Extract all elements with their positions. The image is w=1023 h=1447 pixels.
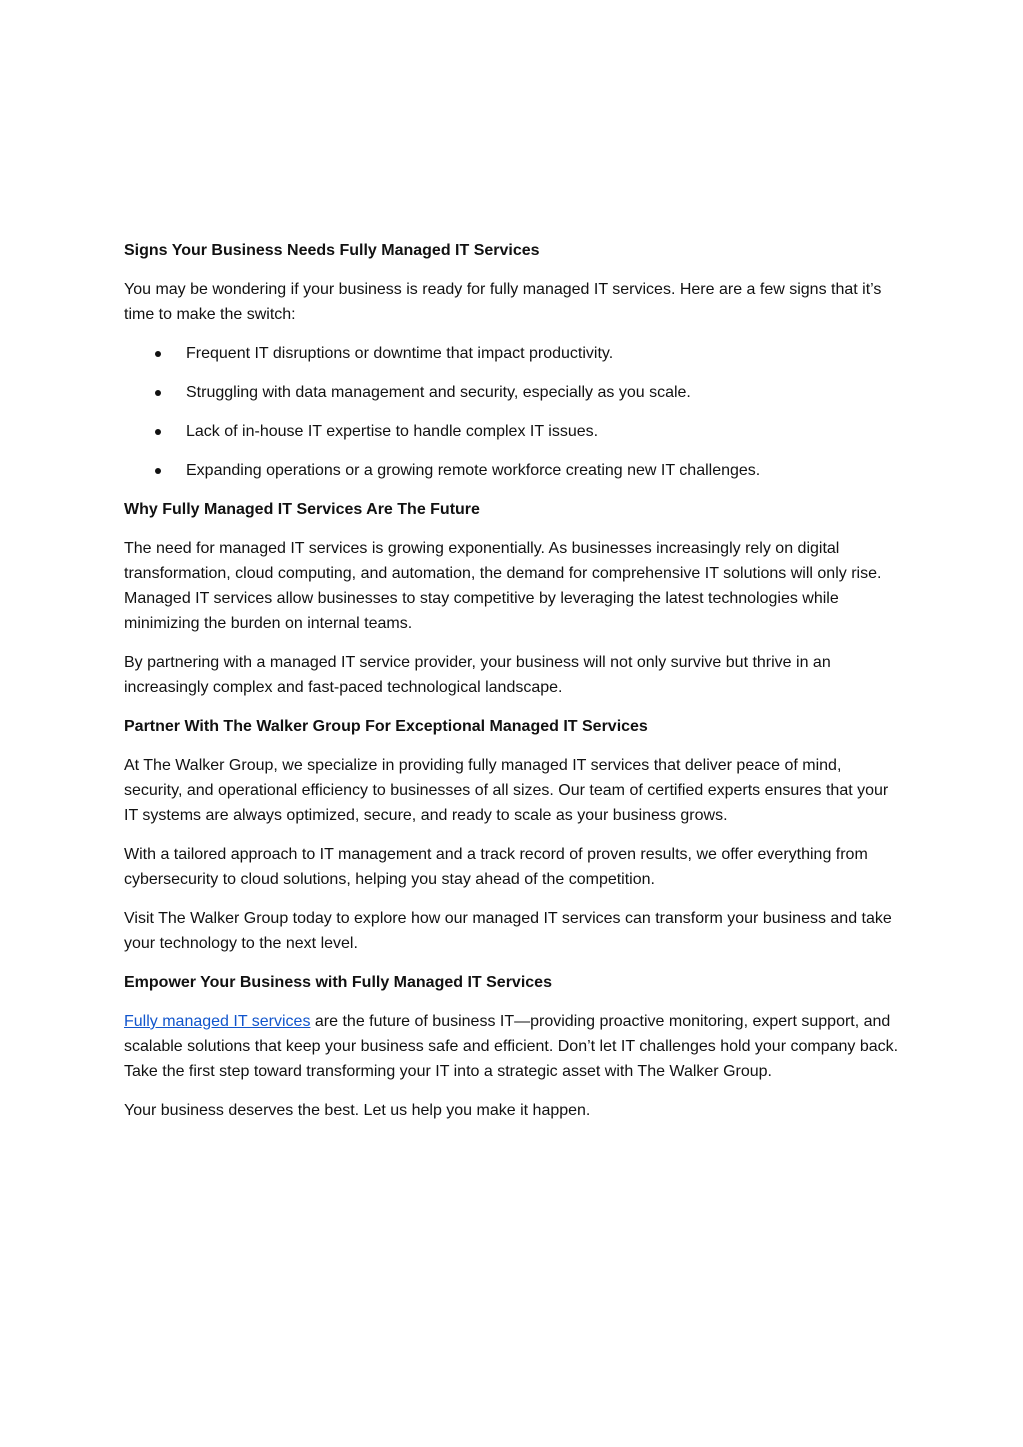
future-paragraph-1: The need for managed IT services is growing exponentially. As businesses increasingly rely on digital transformation, cloud computing, and automation, the demand for comprehensive IT solutions will only rise. Managed IT services allow businesses to stay competitive by leveraging the latest technologies while minimizing the burden on internal teams. xyxy=(124,540,882,632)
section-heading-signs: Signs Your Business Needs Fully Managed IT Services xyxy=(124,242,540,259)
list-item xyxy=(124,341,904,366)
empower-paragraph-text: are the future of business IT—providing proactive monitoring, expert support, and scalable solutions that keep your business safe and efficient. Don’t let IT challenges hold your company back. Take the first step toward transforming your IT into a strategic asset with The Walker Group. xyxy=(124,1013,899,1080)
list-item-text: Struggling with data management and security, especially as you scale. xyxy=(186,384,691,401)
signs-list xyxy=(124,341,904,483)
future-paragraph-2: By partnering with a managed IT service provider, your business will not only survive but thrive in an increasingly complex and fast-paced technological landscape. xyxy=(124,654,831,696)
document-page xyxy=(124,238,904,1137)
list-item xyxy=(124,419,904,444)
list-item-text: Frequent IT disruptions or downtime that impact productivity. xyxy=(186,345,614,362)
section-heading-future: Why Fully Managed IT Services Are The Future xyxy=(124,501,480,518)
list-item xyxy=(124,380,904,405)
list-item xyxy=(124,458,904,483)
intro-paragraph: You may be wondering if your business is ready for fully managed IT services. Here are a few signs that it’s time to make the switch: xyxy=(124,281,882,323)
closing-paragraph: Your business deserves the best. Let us help you make it happen. xyxy=(124,1102,591,1119)
section-heading-partner: Partner With The Walker Group For Exceptional Managed IT Services xyxy=(124,718,648,735)
bullet-icon xyxy=(155,468,161,474)
section-heading-empower: Empower Your Business with Fully Managed IT Services xyxy=(124,974,552,991)
empower-paragraph xyxy=(124,1009,904,1084)
list-item-text: Lack of in-house IT expertise to handle complex IT issues. xyxy=(186,423,599,440)
partner-paragraph-1: At The Walker Group, we specialize in providing fully managed IT services that deliver peace of mind, security, and operational efficiency to businesses of all sizes. Our team of certified experts ensures that your IT systems are always optimized, secure, and ready to scale as your business grows. xyxy=(124,757,889,824)
partner-paragraph-2: With a tailored approach to IT management and a track record of proven results, we offer everything from cybersecurity to cloud solutions, helping you stay ahead of the competition. xyxy=(124,846,868,888)
partner-paragraph-3: Visit The Walker Group today to explore how our managed IT services can transform your business and take your technology to the next level. xyxy=(124,910,892,952)
bullet-icon xyxy=(155,429,161,435)
bullet-icon xyxy=(155,351,161,357)
bullet-icon xyxy=(155,390,161,396)
managed-it-services-link[interactable]: Fully managed IT services xyxy=(124,1013,311,1030)
list-item-text: Expanding operations or a growing remote workforce creating new IT challenges. xyxy=(186,462,761,479)
